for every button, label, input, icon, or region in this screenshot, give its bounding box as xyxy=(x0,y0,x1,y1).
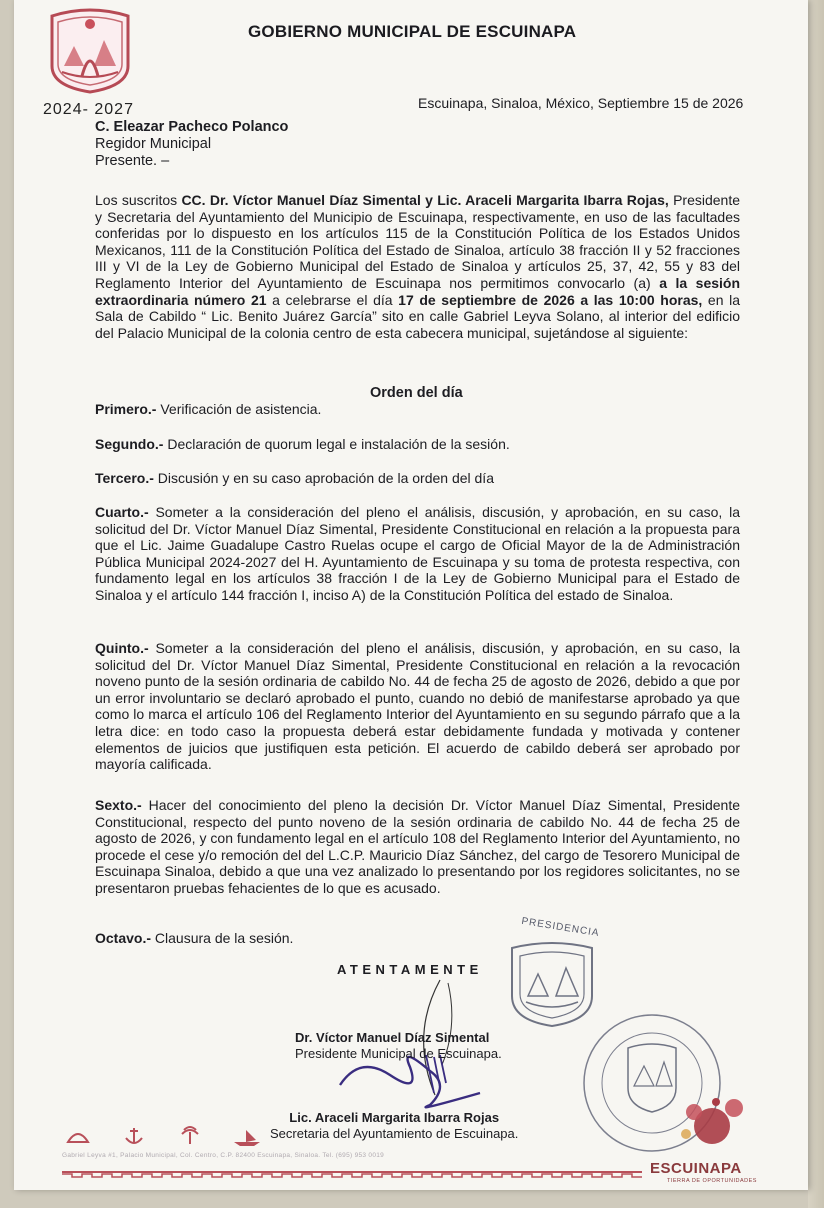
signer2-name: Lic. Araceli Margarita Ibarra Rojas xyxy=(289,1110,500,1125)
brand-tagline: TIERRA DE OPORTUNIDADES xyxy=(667,1178,757,1184)
footer-palm-icon xyxy=(182,1127,198,1144)
agenda-item-label: Segundo.- xyxy=(95,436,164,452)
addressee-block xyxy=(95,119,288,170)
administration-years: 2024- 2027 xyxy=(43,101,134,118)
footer-anchor-icon xyxy=(126,1128,142,1144)
signer2-role: Secretaria del Ayuntamiento de Escuinapa. xyxy=(270,1126,519,1141)
intro-text-2: Presidente y Secretaria del Ayuntamiento del Municipio de Escuinapa, respectivamente, en uso de las facultades conferidas por lo dispuesto en los artículos 115 de la Constitución Política de los Estados Unidos Mexicanos, 111 de la Constitución Política del Estado de Sinaloa, artículo 38 fracción II y 52 fracciones III y VI de la Ley de Gobierno Municipal del Estado de Sinaloa y artículos 25, 37, 42, 55 y 83 del Reglamento Interior del Ayuntamiento de Escuinapa nos permitimos convocarlo (a) xyxy=(95,192,740,291)
agenda-item-label: Primero.- xyxy=(95,401,157,417)
intro-signers: CC. Dr. Víctor Manuel Díaz Simental y Lic. Araceli Margarita Ibarra Rojas, xyxy=(181,192,669,208)
agenda-item-label: Octavo.- xyxy=(95,930,152,946)
agenda-item-first xyxy=(95,401,740,418)
brand-splash-graphic xyxy=(672,1090,752,1150)
agenda-item-text: Discusión y en su caso aprobación de la orden del día xyxy=(153,470,494,486)
intro-text-3: a celebrarse el día xyxy=(266,291,399,308)
signer1-block xyxy=(295,1030,502,1062)
agenda-item-eighth xyxy=(95,930,740,947)
signer1-name: Dr. Víctor Manuel Díaz Simental xyxy=(295,1030,490,1045)
agenda-item-text: Verificación de asistencia. xyxy=(156,401,322,417)
intro-text-1: Los suscritos xyxy=(95,192,182,208)
agenda-item-label: Cuarto.- xyxy=(95,504,149,520)
intro-session: a la sesión extraordinaria número 21 xyxy=(95,274,741,308)
agenda-item-sixth xyxy=(95,797,740,897)
agenda-item-text: Hacer del conocimiento del pleno la decisión Dr. Víctor Manuel Díaz Simental, Presidente Constitucional, respecto del punto noveno de la sesión ordinaria de cabildo No. 44 de fecha 25 de agosto de 2026, y con fundamento legal en el artículo 108 del Reglamento Interior del Ayuntamiento, no procede el cese y/o remoción del del L.C.P. Mauricio Díaz Sánchez, del cargo de Tesorero Municipal de Escuinapa Sinaloa, debido a que una vez analizado lo presentando por los regidores solicitantes, no se presentaron pruebas fehacientes de lo que es acusado. xyxy=(95,797,740,896)
agenda-item-text: Clausura de la sesión. xyxy=(151,930,294,946)
agenda-item-fifth xyxy=(95,640,740,773)
agenda-item-text: Declaración de quorum legal e instalación de la sesión. xyxy=(163,436,510,452)
municipal-seal-logo xyxy=(44,6,136,94)
background-strip xyxy=(808,0,824,1208)
footer-icons xyxy=(64,1124,264,1148)
addressee-name: C. Eleazar Pacheco Polanco xyxy=(95,119,289,135)
closing-atentamente: ATENTAMENTE xyxy=(337,962,483,977)
page-title: GOBIERNO MUNICIPAL DE ESCUINAPA xyxy=(248,22,577,41)
agenda-item-second xyxy=(95,436,740,453)
footer-pattern xyxy=(62,1168,642,1178)
agenda-item-text: Someter a la consideración del pleno el análisis, discusión, y aprobación, en su caso, la solicitud del Dr. Víctor Manuel Díaz Simental, Presidente Constitucional en relación a la revocación noveno punto de la sesión ordinaria de cabildo No. 44 de fecha 25 de agosto de 2026, debido a que por un error involuntario se declaró aprobado el punto, cuando no debió de manifestarse aprobado ya que como lo marca el artículo 106 del Reglamento Interior del Ayuntamiento en su segundo párrafo que a la letra dice: en todo caso la propuesta deberá estar debidamente fundada y motivada y contener elementos de juicios que justifiquen esta petición. El acuerdo de cabildo deberá ser aprobado por mayoría calificada. xyxy=(95,640,740,773)
agenda-item-label: Tercero.- xyxy=(95,470,154,486)
brand-wordmark: ESCUINAPA xyxy=(650,1160,742,1177)
agenda-item-label: Sexto.- xyxy=(95,797,142,813)
agenda-item-fourth xyxy=(95,504,740,604)
agenda-title: Orden del día xyxy=(370,385,463,401)
stamp-label: PRESIDENCIA xyxy=(520,915,601,940)
signer2-block xyxy=(270,1110,518,1142)
signer1-role: Presidente Municipal de Escuinapa. xyxy=(295,1046,502,1061)
intro-text-4: en la Sala de Cabildo “ Lic. Benito Juárez García” sito en calle Gabriel Leyva Solano, al interior del edificio del Palacio Municipal de la colonia centro de esta cabecera municipal, sujetándose al siguiente: xyxy=(95,291,741,341)
agenda-item-third xyxy=(95,470,740,487)
agenda-item-text: Someter a la consideración del pleno el análisis, discusión, y aprobación, en su caso, la solicitud del Dr. Víctor Manuel Díaz Simental, Presidente Constitucional en relación a la propuesta para que el Lic. Jaime Guadalupe Castro Ruelas ocupe el cargo de Oficial Mayor de la de Administración Pública Municipal 2024-2027 del H. Ayuntamiento de Escuinapa y su toma de protesta respectiva, con fundamento legal en los artículos 38 fracción I de la Ley de Gobierno Municipal para el Estado de Sinaloa y el artículo 144 fracción I, inciso A) de la Constitución Política del estado de Sinaloa. xyxy=(95,504,740,603)
addressee-role: Regidor Municipal xyxy=(95,136,212,152)
addressee-greeting: Presente. – xyxy=(95,153,170,169)
footer-address: Gabriel Leyva #1, Palacio Municipal, Col. Centro, C.P. 82400 Escuinapa, Sinaloa. Tel. (695) 953 0019 xyxy=(62,1152,385,1159)
intro-paragraph xyxy=(95,192,740,341)
agenda-item-label: Quinto.- xyxy=(95,640,149,656)
intro-datetime: 17 de septiembre de 2026 a las 10:00 horas, xyxy=(398,291,703,308)
footer-shell-icon xyxy=(68,1134,88,1142)
footer-boat-icon xyxy=(234,1130,260,1146)
date-line: Escuinapa, Sinaloa, México, Septiembre 15 de 2026 xyxy=(418,95,744,111)
